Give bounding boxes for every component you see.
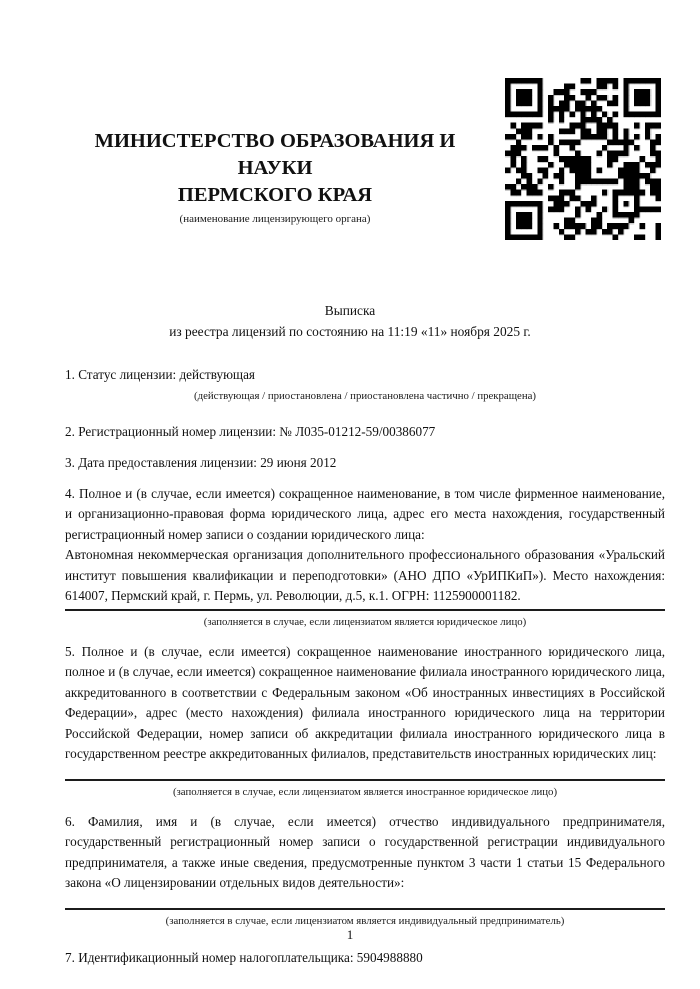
- document-body: [65, 365, 665, 968]
- document-title: [0, 301, 700, 342]
- item-license-status-caption: (действующая / приостановлена / приостановлена частично / прекращена): [194, 389, 536, 402]
- item-foreign-entity-value: [65, 765, 665, 777]
- item-foreign-entity-label: 5. Полное и (в случае, если имеется) сокращенное наименование иностранного юридического лица, полное и (в случае, если имеется) сокращенное наименование филиала иностранного юридического лица, аккредитованного в соответствии с Федеральным законом «Об иностранных инвестициях в Российской Федерации», адрес (место нахождения) филиала иностранного юридического лица на территории Российской Федерации, номер записи об аккредитации филиала иностранного юридического лица в государственном реестре аккредитованных филиалов, представительств иностранных юридических лиц:: [65, 643, 665, 761]
- item-registration-number: 2. Регистрационный номер лицензии: № Л035-01212-59/00386077: [65, 423, 436, 439]
- fill-rule-individual-entrepreneur: [65, 908, 665, 910]
- rule-caption-individual-entrepreneur: (заполняется в случае, если лицензиатом является индивидуальный предприниматель): [165, 914, 565, 927]
- item-inn: 7. Идентификационный номер налогоплательщика: 5904988880: [65, 949, 423, 965]
- item-individual-entrepreneur-value: [65, 894, 665, 906]
- document-title-line1: Выписка: [324, 303, 376, 318]
- licensing-authority-header: [55, 128, 495, 226]
- fill-rule-legal-entity: [65, 609, 665, 611]
- rule-caption-foreign-entity: (заполняется в случае, если лицензиатом является иностранное юридическое лицо): [172, 785, 558, 798]
- fill-rule-foreign-entity: [65, 779, 665, 781]
- ministry-name-line2: ПЕРМСКОГО КРАЯ: [177, 184, 373, 206]
- item-legal-entity-label: 4. Полное и (в случае, если имеется) сокращенное наименование, в том числе фирменное наименование, и организационно-правовая форма юридического лица, адрес его места нахождения, государственный регистрационный номер записи о создании юридического лица:: [65, 485, 665, 542]
- rule-caption-legal-entity: (заполняется в случае, если лицензиатом является юридическое лицо): [203, 615, 527, 628]
- page-number: 1: [346, 927, 354, 942]
- qr-code-icon: [505, 78, 661, 240]
- ministry-name-line1: МИНИСТЕРСТВО ОБРАЗОВАНИЯ И НАУКИ: [94, 130, 456, 179]
- item-legal-entity-value: Автономная некоммерческая организация дополнительного профессионального образования «Уральский институт повышения квалификации и переподготовки» (АНО ДПО «УрИПКиП»). Место нахождения: 614007, Пермский край, г. Пермь, ул. Революции, д.5, к.1. ОГРН: 1125900001182.: [65, 547, 665, 603]
- item-license-status: 1. Статус лицензии: действующая: [65, 367, 256, 382]
- ministry-caption: (наименование лицензирующего органа): [179, 213, 371, 225]
- qr-code-canvas: [505, 78, 661, 240]
- item-grant-date: 3. Дата предоставления лицензии: 29 июня 2012: [65, 455, 337, 470]
- document-title-line2: из реестра лицензий по состоянию на 11:19 «11» ноября 2025 г.: [169, 323, 531, 339]
- item-individual-entrepreneur-label: 6. Фамилия, имя и (в случае, если имеется) отчество индивидуального предпринимателя, государственный регистрационный номер записи о государственной регистрации индивидуального предпринимателя, а также иные сведения, предусмотренные пунктом 3 части 1 статьи 15 Федерального закона «О лицензировании отдельных видов деятельности»:: [65, 813, 665, 890]
